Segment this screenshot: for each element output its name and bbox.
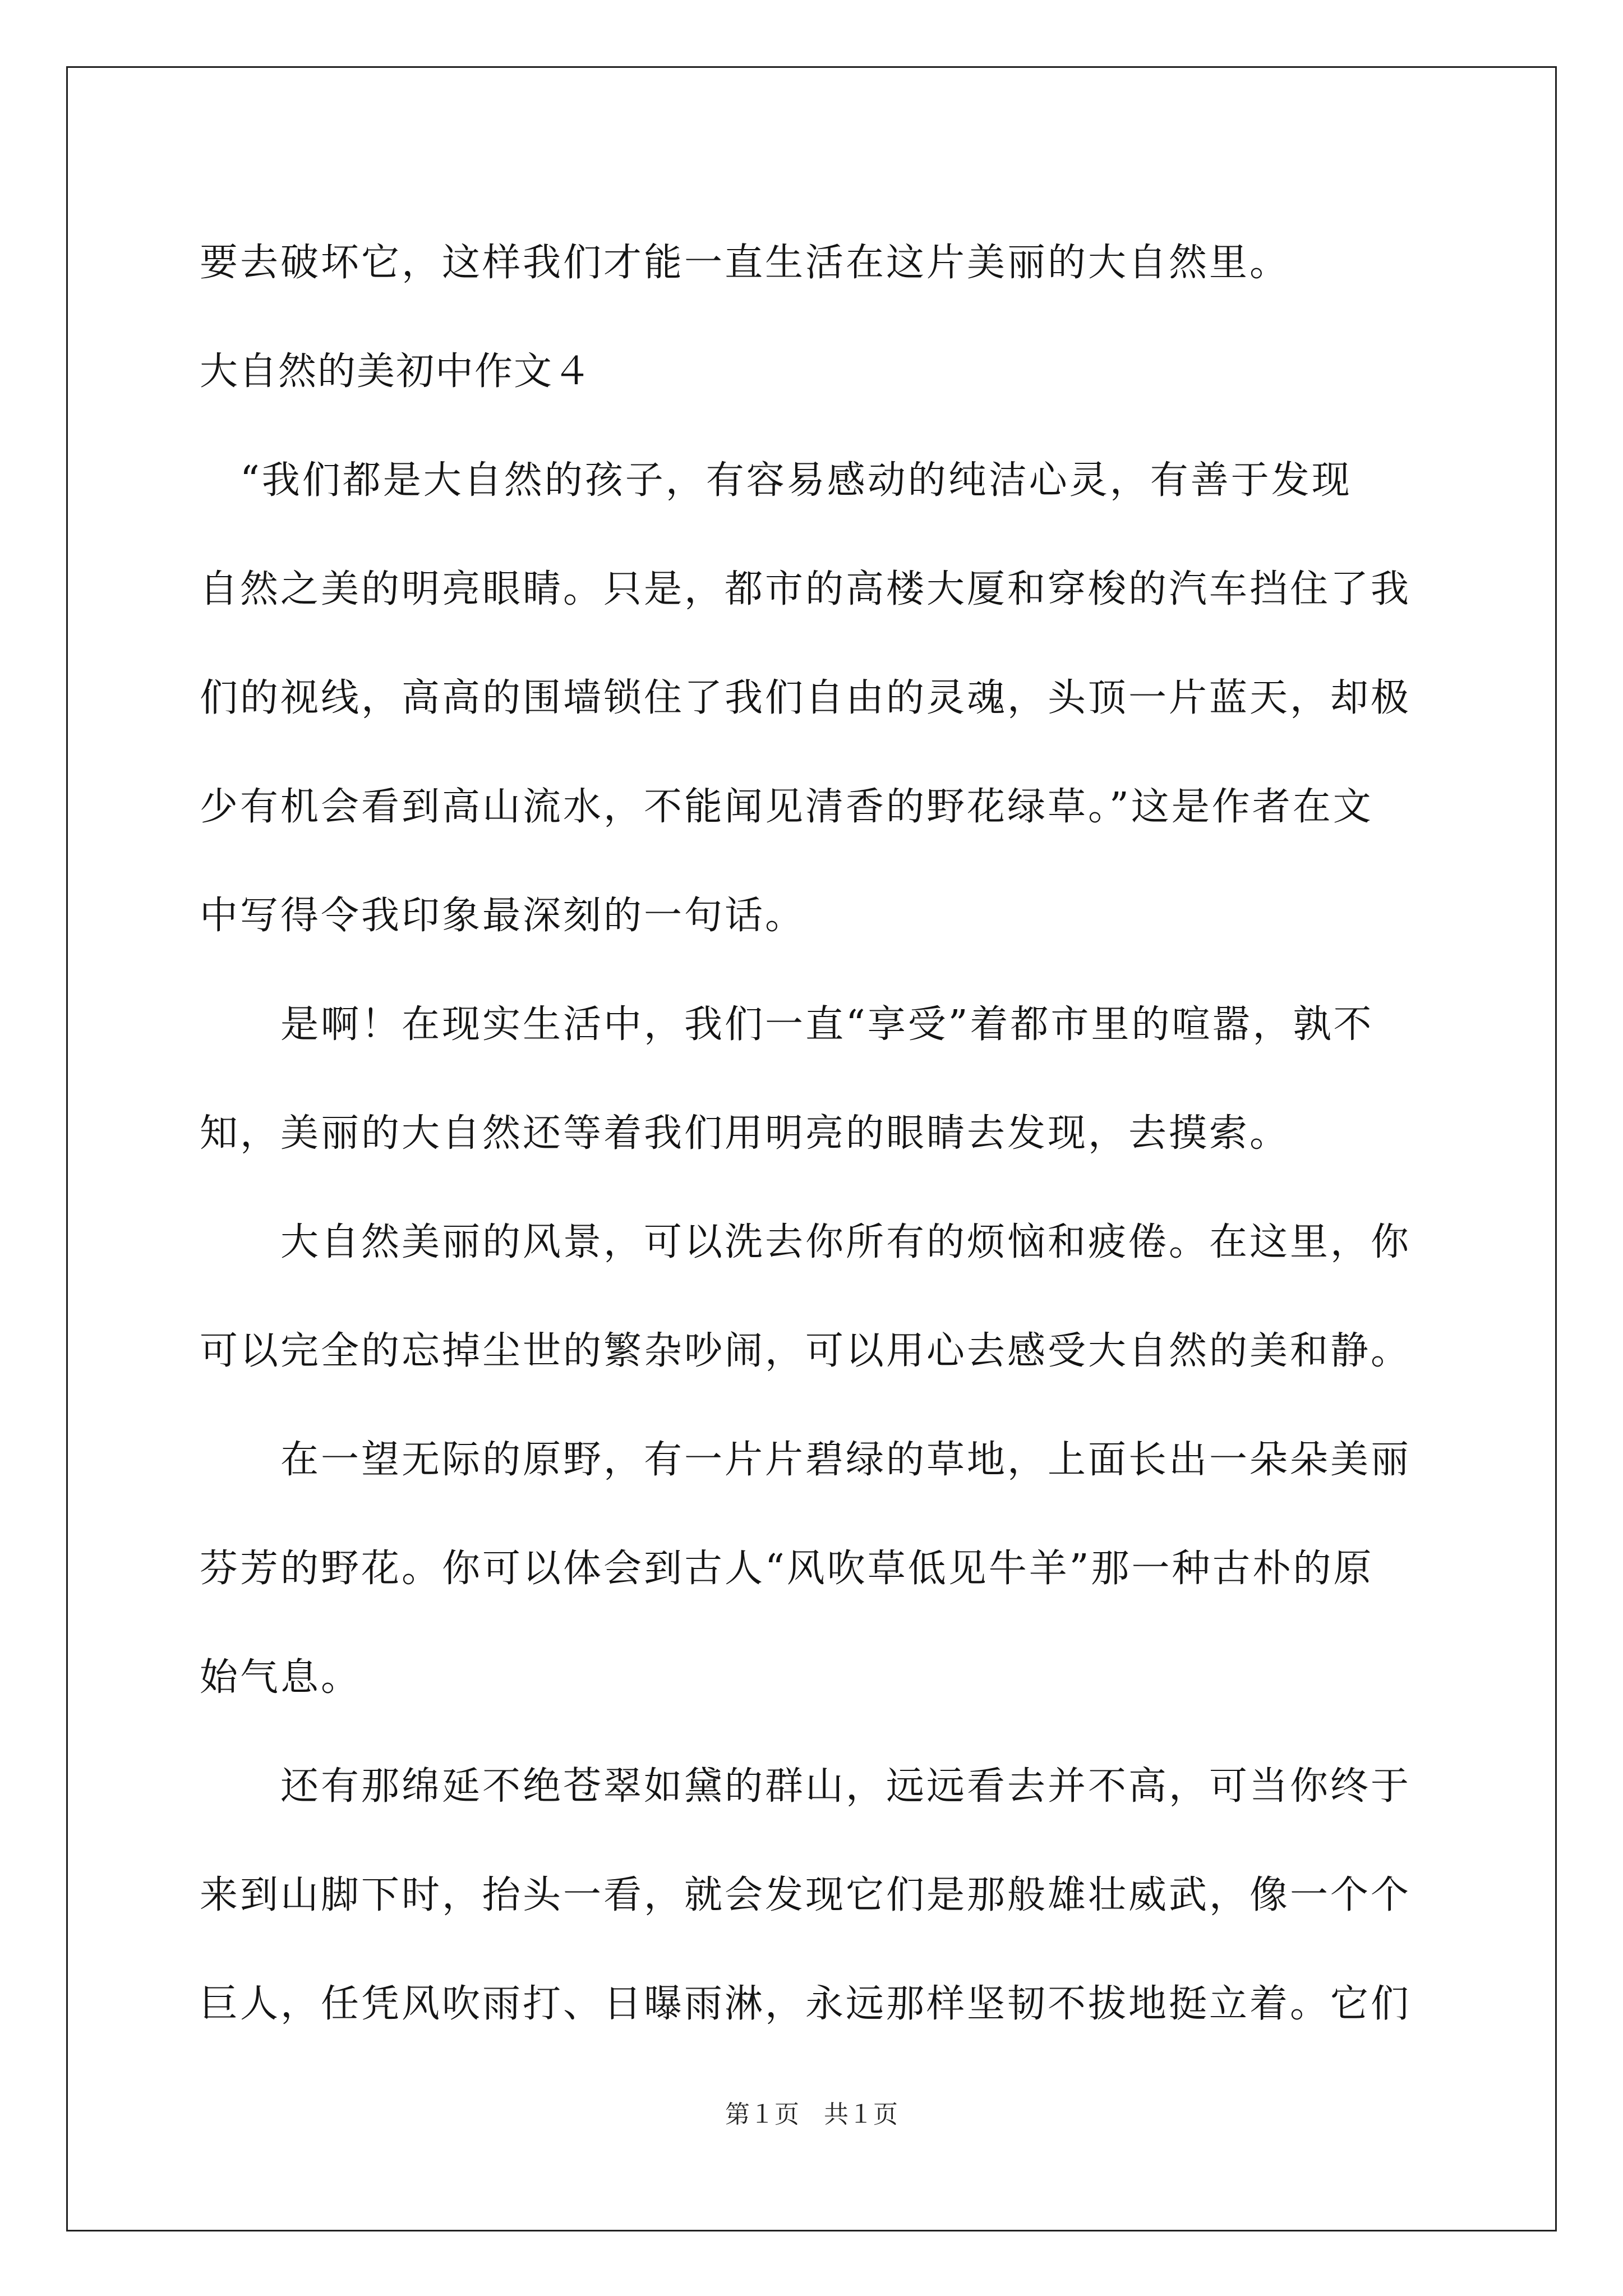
text-line: 中写得令我印象最深刻的一句话。 bbox=[200, 894, 806, 938]
text-line: 来到山脚下时，抬头一看，就会发现它们是那般雄壮威武，像一个个 bbox=[200, 1873, 1412, 1917]
text-line: 要去破坏它，这样我们才能一直生活在这片美丽的大自然里。 bbox=[200, 241, 1290, 285]
text-line: 芬芳的野花。你可以体会到古人“风吹草低见牛羊”那一种古朴的原 bbox=[200, 1547, 1374, 1591]
text-line: 们的视线，高高的围墙锁住了我们自由的灵魂，头顶一片蓝天，却极 bbox=[200, 676, 1412, 720]
document-body bbox=[200, 209, 1428, 2059]
text-line: 巨人，任凭风吹雨打、日曝雨淋，永远那样坚韧不拔地挺立着。它们 bbox=[200, 1982, 1412, 2026]
text-line: 大自然美丽的风景，可以洗去你所有的烦恼和疲倦。在这里，你 bbox=[200, 1220, 1412, 1264]
page-footer: 第１页 共１页 bbox=[725, 2100, 898, 2129]
text-line: “我们都是大自然的孩子，有容易感动的纯洁心灵，有善于发现 bbox=[200, 458, 1352, 503]
text-line: 还有那绵延不绝苍翠如黛的群山，远远看去并不高，可当你终于 bbox=[200, 1764, 1412, 1809]
text-line: 可以完全的忘掉尘世的繁杂吵闹，可以用心去感受大自然的美和静。 bbox=[200, 1329, 1412, 1373]
text-line: 始气息。 bbox=[200, 1655, 362, 1700]
text-line: 少有机会看到高山流水，不能闻见清香的野花绿草。”这是作者在文 bbox=[200, 785, 1373, 829]
text-line: 知，美丽的大自然还等着我们用明亮的眼睛去发现，去摸索。 bbox=[200, 1111, 1290, 1156]
text-line: 在一望无际的原野，有一片片碧绿的草地，上面长出一朵朵美丽 bbox=[200, 1438, 1412, 1482]
text-line: 是啊！在现实生活中，我们一直“享受”着都市里的喧嚣，孰不 bbox=[200, 1002, 1374, 1047]
text-line: 自然之美的明亮眼睛。只是，都市的高楼大厦和穿梭的汽车挡住了我 bbox=[200, 567, 1412, 611]
section-heading: 大自然的美初中作文４ bbox=[200, 349, 593, 394]
